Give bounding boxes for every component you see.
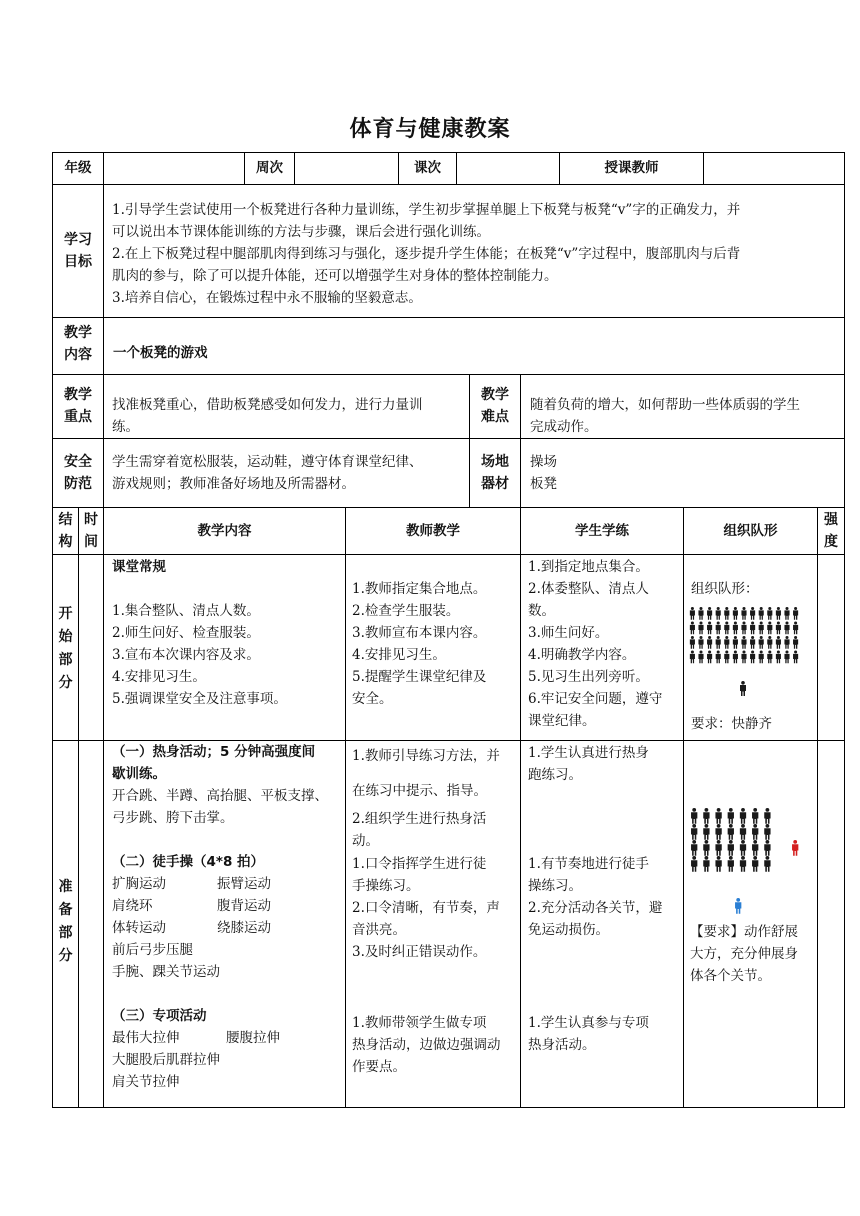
student-figure-icon bbox=[764, 824, 770, 840]
safety-label: 安全 防范 bbox=[64, 454, 92, 492]
prep-formation-requirement: 【要求】动作舒展 大方，充分伸展身 体各个关节。 bbox=[690, 924, 798, 984]
prep-section-name: 准 备 部 分 bbox=[58, 879, 73, 964]
student-figure-icon bbox=[728, 824, 734, 840]
student-figure-icon bbox=[752, 808, 758, 824]
start-formation-requirement: 要求：快静齐 bbox=[691, 716, 772, 732]
prep-formation-diagram bbox=[690, 808, 812, 924]
student-figure-icon bbox=[707, 651, 712, 664]
objectives-text: 1.引导学生尝试使用一个板凳进行各种力量训练，学生初步掌握单腿上下板凳与板凳“v”字的正确发力，并 可以说出本节课体能训练的方法与步骤，课后会进行强化训练。 2.在上下板凳过程中腿部肌肉得到练习与强化，逐步提升学生体能；在板凳“v”字过程中，腹部肌肉与后背 肌肉的参与，除了可以提升体能，还可以增强学生对身体的整体控制能力。 3.培养自信心，在锻炼过程中永不服输的坚毅意志。 bbox=[112, 202, 741, 306]
student-figure-icon bbox=[703, 840, 709, 856]
prep-teacher-b: 1.口令指挥学生进行徒 手操练习。 2.口令清晰，有节奏，声 音洪亮。 3.及时纠正错误动作。 bbox=[352, 856, 500, 960]
student-figure-icon bbox=[776, 651, 781, 664]
week-value-cell[interactable] bbox=[294, 152, 399, 185]
difficulty-label: 教学 难点 bbox=[481, 387, 509, 425]
grade-label: 年级 bbox=[64, 160, 92, 176]
student-figure-icon bbox=[716, 607, 721, 620]
student-figure-icon bbox=[724, 651, 729, 664]
student-figure-icon bbox=[767, 651, 772, 664]
student-figure-icon bbox=[767, 607, 772, 620]
col-student: 学生学练 bbox=[575, 523, 629, 539]
student-figure-icon bbox=[784, 607, 789, 620]
student-figure-icon bbox=[728, 840, 734, 856]
student-figure-icon bbox=[750, 607, 755, 620]
teacher-figure-icon bbox=[735, 898, 741, 914]
student-figure-icon bbox=[707, 607, 712, 620]
student-figure-icon bbox=[776, 636, 781, 649]
student-figure-icon bbox=[784, 622, 789, 635]
student-figure-icon bbox=[698, 607, 703, 620]
student-figure-icon bbox=[691, 824, 697, 840]
student-figure-icon bbox=[750, 622, 755, 635]
student-figure-icon bbox=[707, 622, 712, 635]
student-figure-icon bbox=[767, 636, 772, 649]
grade-value-cell[interactable] bbox=[103, 152, 245, 185]
content-value-cell bbox=[103, 317, 845, 375]
start-section-name: 开 始 部 分 bbox=[58, 606, 73, 691]
student-figure-icon bbox=[741, 622, 746, 635]
student-figure-icon bbox=[759, 622, 764, 635]
start-teacher: 1.教师指定集合地点。 2.检查学生服装。 3.教师宣布本课内容。 4.安排见习生。 5.提醒学生课堂纪律及 安全。 bbox=[352, 581, 487, 707]
student-figure-icon bbox=[690, 607, 695, 620]
student-figure-icon bbox=[703, 856, 709, 872]
safety-text: 学生需穿着宽松服装，运动鞋，遵守体育课堂纪律、 游戏规则；教师准备好场地及所需器材。 bbox=[112, 454, 423, 492]
col-content: 教学内容 bbox=[197, 523, 252, 539]
student-figure-icon bbox=[715, 856, 721, 872]
student-figure-icon bbox=[690, 622, 695, 635]
student-figure-icon bbox=[750, 636, 755, 649]
teacher-figure-icon bbox=[740, 681, 746, 696]
start-content: 课堂常规 1.集合整队、清点人数。 2.师生问好、检查服装。 3.宣布本次课内容及求。 4.安排见习生。 5.强调课堂安全及注意事项。 bbox=[112, 559, 287, 707]
student-figure-icon bbox=[733, 622, 738, 635]
student-figure-icon bbox=[740, 840, 746, 856]
student-figure-icon bbox=[698, 622, 703, 635]
start-formation-label: 组织队形： bbox=[691, 581, 759, 597]
student-figure-icon bbox=[752, 840, 758, 856]
student-figure-icon bbox=[741, 651, 746, 664]
student-figure-icon bbox=[698, 651, 703, 664]
student-figure-icon bbox=[759, 636, 764, 649]
prep-content: （一）热身活动；5 分钟高强度间 歇训练。 开合跳、半蹲、高抬腿、平板支撑、 弓步跳、胯下击掌。 （二）徒手操（4*8 拍） 扩胸运动 振臂运动 肩绕环 腹背运动 体转运动 绕膝运动 前后弓步压腿 手腕、踝关节运动 （三）专项活动 最伟大拉伸 腰腹拉伸 大腿股后肌群拉伸 肩关节拉伸 bbox=[112, 744, 328, 1090]
student-figure-icon bbox=[690, 651, 695, 664]
student-figure-icon bbox=[724, 607, 729, 620]
start-formation-diagram bbox=[689, 607, 809, 703]
page-title: 体育与健康教案 bbox=[349, 117, 511, 142]
student-figure-icon bbox=[741, 607, 746, 620]
student-figure-icon bbox=[728, 808, 734, 824]
col-time: 时 间 bbox=[84, 512, 98, 550]
content-label: 教学 内容 bbox=[64, 325, 92, 363]
prep-time-cell bbox=[78, 740, 104, 1108]
content-value: 一个板凳的游戏 bbox=[113, 345, 208, 361]
student-figure-icon bbox=[752, 824, 758, 840]
student-figure-icon bbox=[691, 840, 697, 856]
start-intensity-cell bbox=[817, 554, 845, 741]
student-figure-icon bbox=[691, 856, 697, 872]
prep-intensity-cell bbox=[817, 740, 845, 1108]
student-figure-icon bbox=[724, 636, 729, 649]
student-figure-icon bbox=[724, 622, 729, 635]
student-figure-icon bbox=[733, 607, 738, 620]
student-figure-icon bbox=[715, 824, 721, 840]
venue-text: 操场 板凳 bbox=[530, 454, 557, 492]
student-figure-icon bbox=[759, 651, 764, 664]
prep-student-a: 1.学生认真进行热身 跑练习。 bbox=[528, 745, 649, 783]
student-figure-icon bbox=[733, 636, 738, 649]
difficulty-text: 随着负荷的增大，如何帮助一些体质弱的学生 完成动作。 bbox=[530, 397, 800, 435]
col-teacher: 教师教学 bbox=[406, 523, 460, 539]
student-figure-icon bbox=[764, 808, 770, 824]
student-figure-icon bbox=[740, 824, 746, 840]
student-figure-icon bbox=[764, 840, 770, 856]
student-figure-icon bbox=[752, 856, 758, 872]
student-figure-icon bbox=[750, 651, 755, 664]
student-figure-icon bbox=[698, 636, 703, 649]
teacher-value-cell[interactable] bbox=[703, 152, 845, 185]
student-figure-icon bbox=[793, 607, 798, 620]
student-figure-icon bbox=[703, 824, 709, 840]
student-figure-icon bbox=[764, 856, 770, 872]
prep-teacher-a: 1.教师引导练习方法，并 在练习中提示、指导。 2.组织学生进行热身活 动。 bbox=[352, 748, 500, 849]
student-figure-icon bbox=[707, 636, 712, 649]
start-time-cell bbox=[78, 554, 104, 741]
prep-student-c: 1.学生认真参与专项 热身活动。 bbox=[528, 1015, 649, 1053]
student-figure-icon bbox=[690, 636, 695, 649]
prep-teacher-c: 1.教师带领学生做专项 热身活动，边做边强调动 作要点。 bbox=[352, 1015, 501, 1075]
student-figure-icon bbox=[776, 622, 781, 635]
key-text: 找准板凳重心，借助板凳感受如何发力，进行力量训 练。 bbox=[112, 397, 423, 435]
student-figure-icon bbox=[784, 651, 789, 664]
student-figure-icon bbox=[767, 622, 772, 635]
student-figure-icon bbox=[740, 808, 746, 824]
venue-label: 场地 器材 bbox=[481, 454, 509, 492]
student-figure-icon bbox=[716, 636, 721, 649]
student-figure-icon bbox=[716, 651, 721, 664]
student-figure-icon bbox=[776, 607, 781, 620]
student-figure-icon bbox=[740, 856, 746, 872]
week-label: 周次 bbox=[256, 160, 283, 176]
student-figure-icon bbox=[759, 607, 764, 620]
lesson-value-cell[interactable] bbox=[456, 152, 560, 185]
student-figure-icon bbox=[733, 651, 738, 664]
student-figure-icon bbox=[691, 808, 697, 824]
col-structure: 结 构 bbox=[58, 512, 73, 550]
key-label: 教学 重点 bbox=[64, 387, 92, 425]
student-figure-icon bbox=[784, 636, 789, 649]
student-figure-icon bbox=[715, 840, 721, 856]
leader-figure-icon bbox=[792, 840, 798, 856]
student-figure-icon bbox=[728, 856, 734, 872]
student-figure-icon bbox=[741, 636, 746, 649]
prep-student-b: 1.有节奏地进行徒手 操练习。 2.充分活动各关节，避 免运动损伤。 bbox=[528, 856, 663, 938]
start-student: 1.到指定地点集合。 2.体委整队、清点人 数。 3.师生问好。 4.明确教学内容。 5.见习生出列旁听。 6.牢记安全问题，遵守 课堂纪律。 bbox=[528, 559, 663, 729]
student-figure-icon bbox=[793, 651, 798, 664]
student-figure-icon bbox=[716, 622, 721, 635]
col-formation: 组织队形 bbox=[723, 523, 778, 539]
objectives-label: 学习 目标 bbox=[64, 232, 92, 270]
teacher-label: 授课教师 bbox=[604, 160, 659, 176]
col-intensity: 强 度 bbox=[824, 512, 838, 550]
lesson-label: 课次 bbox=[414, 160, 441, 176]
student-figure-icon bbox=[793, 622, 798, 635]
student-figure-icon bbox=[703, 808, 709, 824]
student-figure-icon bbox=[793, 636, 798, 649]
student-figure-icon bbox=[715, 808, 721, 824]
